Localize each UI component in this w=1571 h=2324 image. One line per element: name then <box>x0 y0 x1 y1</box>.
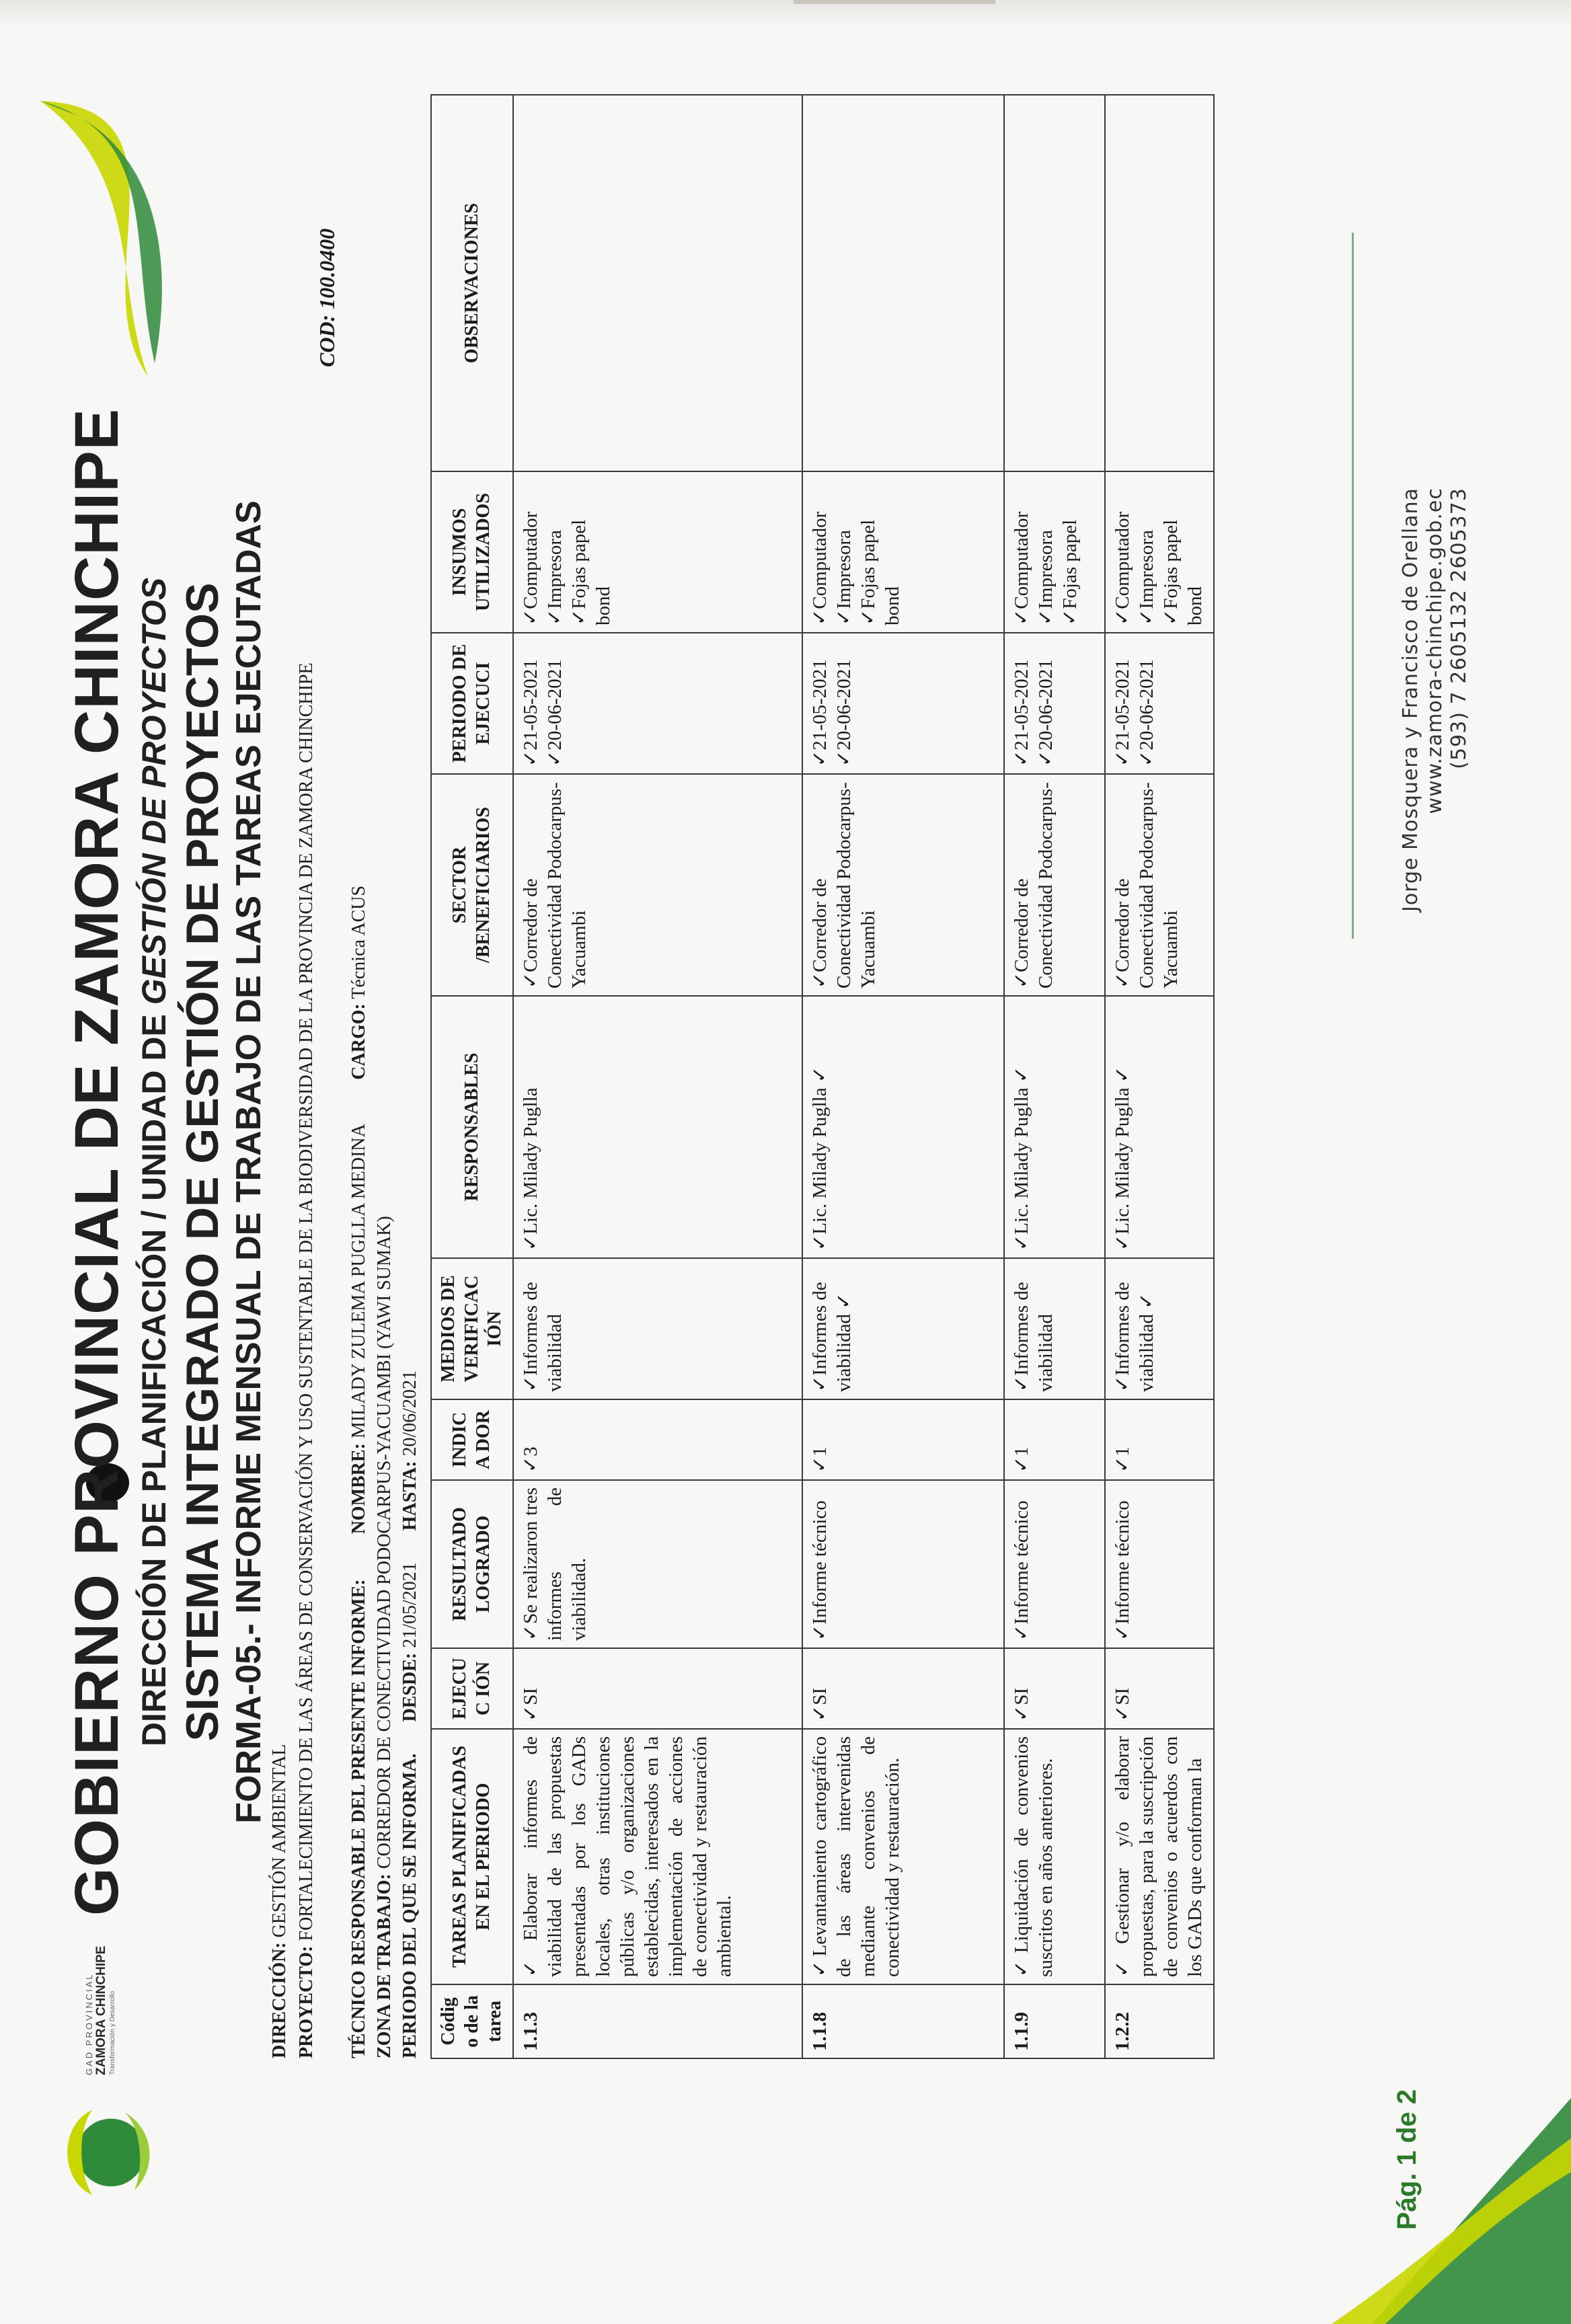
task-sector: ✓Corredor de Conectividad Podocarpus-Yacuambi <box>1105 774 1214 996</box>
task-execution: ✓SI <box>1105 1648 1214 1729</box>
task-verification: ✓Informes de viabilidad ✓ <box>802 1258 1004 1399</box>
department-line: DIRECCIÓN DE PLANIFICACIÓN / UNIDAD DE GESTIÓN DE PROYECTOS <box>135 577 173 1747</box>
direccion-line: DIRECCIÓN: GESTIÓN AMBIENTAL <box>269 1744 290 2058</box>
header-indicator: INDICA DOR <box>431 1399 513 1480</box>
task-inputs: ✓Computador ✓Impresora ✓Fojas papel bond <box>802 471 1004 633</box>
task-sector: ✓Corredor de Conectividad Podocarpus-Yacuambi <box>802 774 1004 996</box>
header-code: Códig o de la tarea <box>431 1984 513 2058</box>
task-execution: ✓SI <box>802 1648 1004 1729</box>
task-period: ✓21-05-2021 ✓20-06-2021 <box>802 633 1004 774</box>
table-row <box>1004 95 1105 2058</box>
task-code: 1.2.2 <box>1105 1984 1214 2058</box>
org-name: GOBIERNO PROVINCIAL DE ZAMORA CHINCHIPE <box>63 408 131 1916</box>
form-title: FORMA-05.- INFORME MENSUAL DE TRABAJO DE LAS TAREAS EJECUTADAS <box>229 500 268 1824</box>
task-execution: ✓SI <box>1004 1648 1105 1729</box>
table-row <box>513 95 802 2058</box>
task-description: ✓Liquidación de convenios suscritos en años anteriores. <box>1004 1729 1105 1984</box>
footer-web: www.zamora-chinchipe.gob.ec <box>1423 488 1447 814</box>
task-observations <box>1105 95 1214 471</box>
header-verification: MEDIOS DE VERIFICAC IÓN <box>431 1258 513 1399</box>
task-indicator: ✓3 <box>513 1399 802 1480</box>
task-code: 1.1.9 <box>1004 1984 1105 2058</box>
task-observations <box>802 95 1004 471</box>
footer-address: Jorge Mosquera y Francisco de Orellana <box>1399 488 1422 912</box>
logo-text: GAD PROVINCIAL ZAMORA CHINCHIPE Transformación y Desarrollo <box>84 1945 116 2075</box>
zona-line: ZONA DE TRABAJO: CORREDOR DE CONECTIVIDAD PODOCARPUS-YACUAMBI (YAWI SUMAK) <box>374 1216 395 2058</box>
header-result: RESULTADO LOGRADO <box>431 1480 513 1648</box>
system-line: SISTEMA INTEGRADO DE GESTIÓN DE PROYECTOS <box>177 582 228 1742</box>
task-responsible: ✓Lic. Milady Puglla <box>513 996 802 1258</box>
proyecto-line: PROYECTO: FORTALECIMIENTO DE LAS ÁREAS DE CONSERVACIÓN Y USO SUSTENTABLE DE LA BIODIVERSIDAD DE LA PROVINCIA DE ZAMORA CHINCHIPE <box>296 662 317 2058</box>
document-header <box>0 0 282 2324</box>
task-verification: ✓Informes de viabilidad <box>1004 1258 1105 1399</box>
header-tasks: TAREAS PLANIFICADAS EN EL PERIODO <box>431 1729 513 1984</box>
task-verification: ✓Informes de viabilidad ✓ <box>1105 1258 1214 1399</box>
task-observations <box>513 95 802 471</box>
task-period: ✓21-05-2021 ✓20-06-2021 <box>513 633 802 774</box>
task-period: ✓21-05-2021 ✓20-06-2021 <box>1004 633 1105 774</box>
header-observations: OBSERVACIONES <box>431 95 513 471</box>
task-sector: ✓Corredor de Conectividad Podocarpus- <box>1004 774 1105 996</box>
task-result: ✓Informe técnico <box>802 1480 1004 1648</box>
task-result: ✓Informe técnico <box>1004 1480 1105 1648</box>
header-execution: EJECUC IÓN <box>431 1648 513 1729</box>
table-header-row <box>431 95 513 2058</box>
task-indicator: ✓1 <box>1105 1399 1214 1480</box>
task-inputs: ✓Computador ✓Impresora ✓Fojas papel bond <box>513 471 802 633</box>
task-indicator: ✓1 <box>1004 1399 1105 1480</box>
header-period: PERIODO DE EJECUCI <box>431 633 513 774</box>
zamora-chinchipe-logo <box>40 2082 182 2223</box>
task-inputs: ✓Computador ✓Impresora ✓Fojas papel bond <box>1105 471 1214 633</box>
task-code: 1.1.8 <box>802 1984 1004 2058</box>
task-result: ✓Se realizaron tres informes de viabilidad. <box>513 1480 802 1648</box>
header-inputs: INSUMOS UTILIZADOS <box>431 471 513 633</box>
task-execution: ✓SI <box>513 1648 802 1729</box>
footer-divider <box>1352 233 1354 939</box>
task-description: ✓Elaborar informes de viabilidad de las propuestas presentadas por los GADs locales, otras instituciones públicas y/o organizaciones establecidas, interesados en la implementación de acciones de conectividad y restauración ambiental. <box>513 1729 802 1984</box>
task-result: ✓Informe técnico <box>1105 1480 1214 1648</box>
header-sector: SECTOR /BENEFICIARIOS <box>431 774 513 996</box>
task-inputs: ✓Computador ✓Impresora ✓Fojas papel <box>1004 471 1105 633</box>
page-number: Pág. 1 de 2 <box>1392 2089 1422 2230</box>
periodo-line: PERIODO DEL QUE SE INFORMA. DESDE: 21/05/2021 HASTA: 20/06/2021 <box>399 1370 420 2058</box>
task-responsible: ✓Lic. Milady Puglla ✓ <box>1105 996 1214 1258</box>
task-period: ✓21-05-2021 ✓20-06-2021 <box>1105 633 1214 774</box>
table-row <box>1105 95 1214 2058</box>
footer-phone: (593) 7 2605132 2605373 <box>1447 488 1471 769</box>
task-verification: ✓Informes de viabilidad <box>513 1258 802 1399</box>
tecnico-line: TÉCNICO RESPONSABLE DEL PRESENTE INFORME: NOMBRE: MILADY ZULEMA PUGLLA MEDINA CARGO: Técnica ACUS <box>348 885 369 2058</box>
task-responsible: ✓Lic. Milady Puglla ✓ <box>802 996 1004 1258</box>
task-description: ✓Levantamiento cartográfico de las áreas intervenidas mediante convenios de conectividad y restauración. <box>802 1729 1004 1984</box>
tasks-table <box>430 94 1215 2059</box>
footer-contact <box>1399 488 1471 912</box>
header-responsibles: RESPONSABLES <box>431 996 513 1258</box>
task-responsible: ✓Lic. Milady Puglla ✓ <box>1004 996 1105 1258</box>
task-code: 1.1.3 <box>513 1984 802 2058</box>
task-sector: ✓Corredor de Conectividad Podocarpus-Yacuambi <box>513 774 802 996</box>
table-row <box>802 95 1004 2058</box>
form-code: COD: 100.0400 <box>315 228 339 367</box>
task-description: ✓Gestionar y/o elaborar propuestas, para la suscripción de convenios o acuerdos con los GADs que conforman la <box>1105 1729 1214 1984</box>
task-indicator: ✓1 <box>802 1399 1004 1480</box>
task-observations <box>1004 95 1105 471</box>
